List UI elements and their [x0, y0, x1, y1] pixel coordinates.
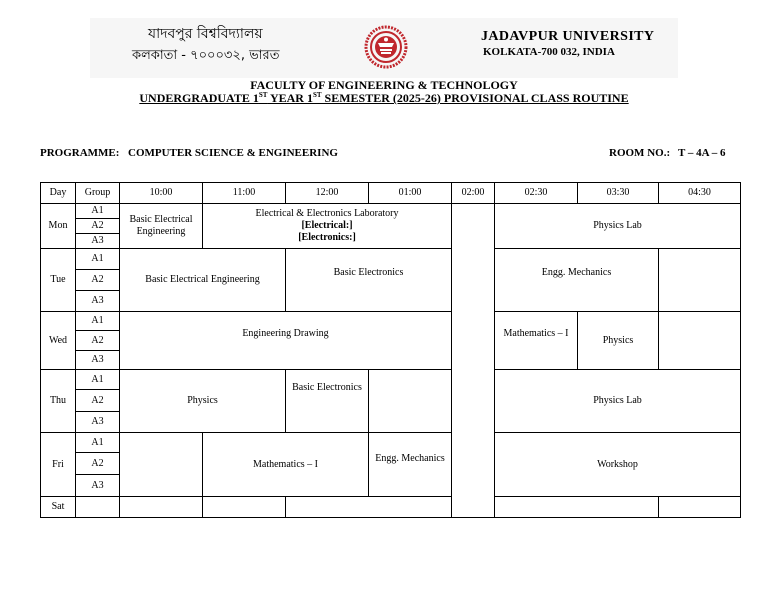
sat-1000-cell	[120, 497, 203, 518]
col-header-0200: 02:00	[452, 183, 495, 204]
class-routine-table	[40, 182, 741, 518]
table-row	[41, 312, 741, 331]
wed-0330-cell: Physics	[578, 312, 659, 370]
col-header-1200: 12:00	[286, 183, 369, 204]
col-header-1100: 11:00	[203, 183, 286, 204]
university-emblem-icon	[364, 24, 408, 70]
table-row	[41, 204, 741, 219]
group-cell: A3	[76, 412, 120, 433]
table-row	[41, 433, 741, 453]
col-header-0230: 02:30	[495, 183, 578, 204]
day-mon: Mon	[41, 204, 76, 249]
sat-mid-cell	[286, 497, 659, 518]
group-cell: A3	[76, 351, 120, 370]
table-row	[41, 249, 741, 270]
routine-title: UNDERGRADUATE 1ST YEAR 1ST SEMESTER (2025-26) PROVISIONAL CLASS ROUTINE	[139, 91, 629, 105]
col-header-0430: 04:30	[659, 183, 741, 204]
address-english: KOLKATA-700 032, INDIA	[483, 46, 615, 58]
mon-lab-cell	[203, 204, 452, 249]
mon-lab-electronics: [Electronics:]	[298, 232, 356, 243]
day-sat: Sat	[41, 497, 76, 518]
university-name-english: JADAVPUR UNIVERSITY	[481, 29, 655, 44]
thu-pm-cell: Physics Lab	[495, 370, 741, 433]
day-wed: Wed	[41, 312, 76, 370]
group-cell: A3	[76, 291, 120, 312]
tue-1200-cell: Basic Electronics	[286, 249, 452, 312]
group-cell: A1	[76, 204, 120, 219]
group-cell: A1	[76, 312, 120, 331]
group-cell: A1	[76, 433, 120, 453]
address-bengali: কলকাতা - ৭০০০৩২, ভারত	[132, 48, 280, 63]
col-header-0100: 01:00	[369, 183, 452, 204]
fri-0100-cell: Engg. Mechanics	[369, 433, 452, 497]
room-label: ROOM NO.:	[609, 147, 671, 159]
wed-0430-cell	[659, 312, 741, 370]
fri-1000-cell	[120, 433, 203, 497]
sat-1100-cell	[203, 497, 286, 518]
group-cell: A1	[76, 370, 120, 390]
header-row	[41, 183, 741, 204]
tue-0430-cell	[659, 249, 741, 312]
mon-1000-cell: Basic Electrical Engineering	[120, 204, 203, 249]
group-cell: A2	[76, 219, 120, 234]
room-value: T – 4A – 6	[678, 147, 726, 159]
mon-pm-cell: Physics Lab	[495, 204, 741, 249]
thu-1200-cell: Basic Electronics	[286, 370, 369, 433]
col-header-group: Group	[76, 183, 120, 204]
thu-0100-cell	[369, 370, 452, 433]
col-header-0330: 03:30	[578, 183, 659, 204]
fri-1100-cell: Mathematics – I	[203, 433, 369, 497]
tue-am-cell: Basic Electrical Engineering	[120, 249, 286, 312]
wed-am-cell: Engineering Drawing	[120, 312, 452, 370]
day-fri: Fri	[41, 433, 76, 497]
wed-0230-cell: Mathematics – I	[495, 312, 578, 370]
group-cell: A2	[76, 390, 120, 412]
group-cell: A2	[76, 453, 120, 475]
group-cell: A3	[76, 475, 120, 497]
group-cell: A2	[76, 270, 120, 291]
table-row	[41, 370, 741, 390]
sat-group-cell	[76, 497, 120, 518]
table-row	[41, 497, 741, 518]
thu-am-cell: Physics	[120, 370, 286, 433]
programme-value: COMPUTER SCIENCE & ENGINEERING	[128, 147, 338, 159]
programme-label: PROGRAMME:	[40, 147, 120, 159]
group-cell: A1	[76, 249, 120, 270]
fri-pm-cell: Workshop	[495, 433, 741, 497]
sat-0330-cell	[659, 497, 741, 518]
group-cell: A3	[76, 234, 120, 249]
faculty-title: FACULTY OF ENGINEERING & TECHNOLOGY	[250, 78, 518, 92]
break-column	[452, 204, 495, 518]
col-header-1000: 10:00	[120, 183, 203, 204]
tue-pm-cell: Engg. Mechanics	[495, 249, 659, 312]
mon-lab-title: Electrical & Electronics Laboratory	[255, 208, 399, 219]
university-name-bengali: যাদবপুর বিশ্ববিদ্যালয়	[148, 26, 263, 42]
day-tue: Tue	[41, 249, 76, 312]
day-thu: Thu	[41, 370, 76, 433]
group-cell: A2	[76, 331, 120, 351]
col-header-day: Day	[41, 183, 76, 204]
mon-lab-electrical: [Electrical:]	[301, 220, 353, 231]
